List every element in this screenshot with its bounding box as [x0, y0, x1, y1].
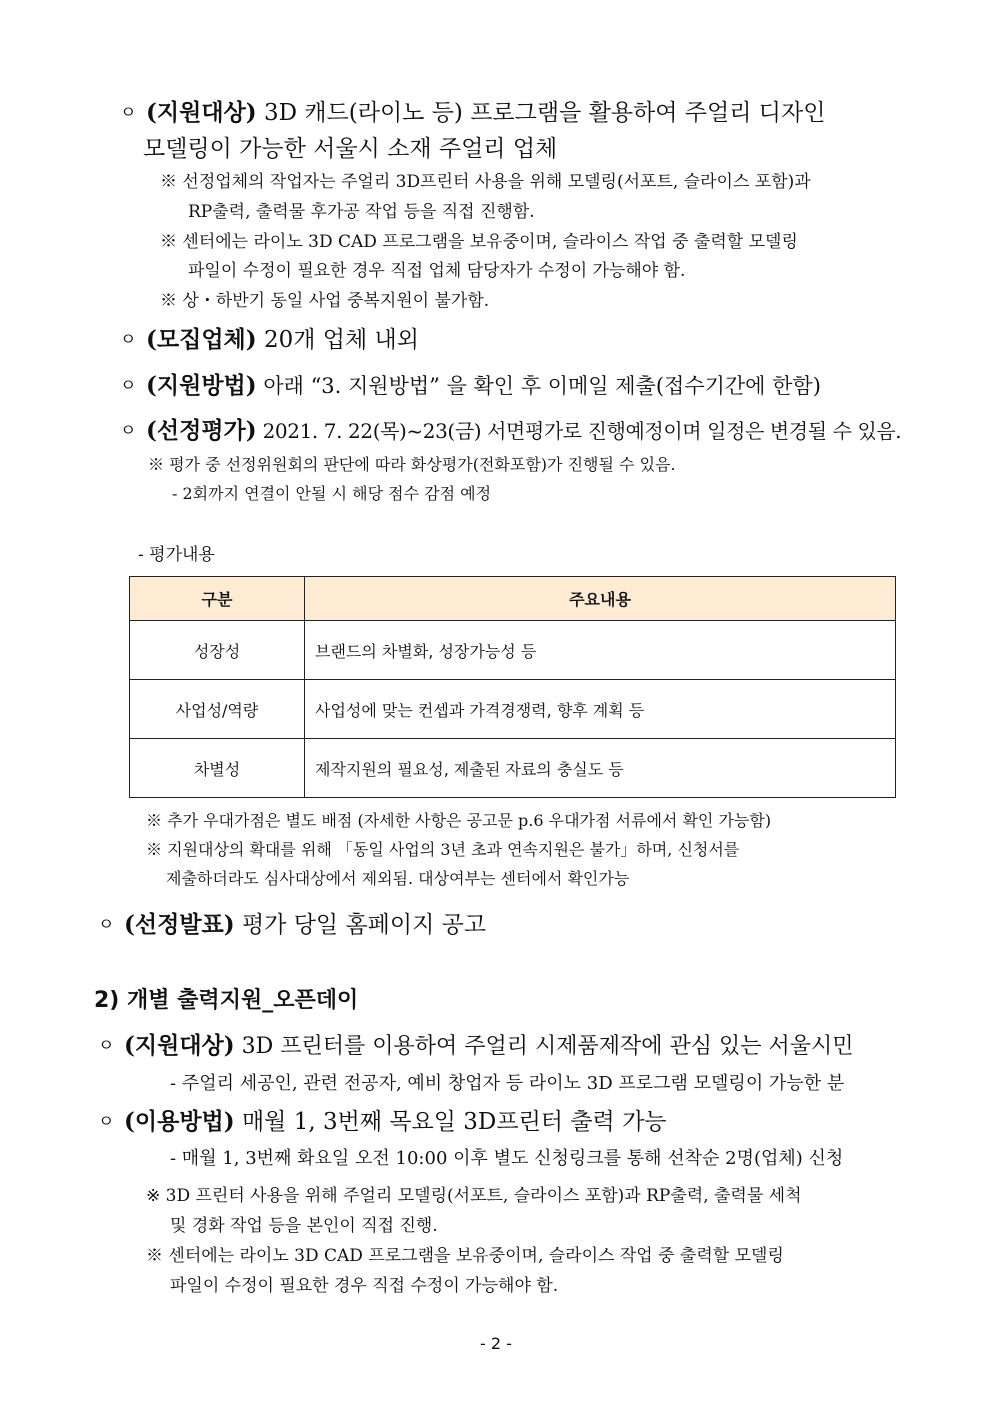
table-header-cell: 구분: [130, 577, 305, 621]
after-note: 제출하더라도 심사대상에서 제외됨. 대상여부는 센터에서 확인가능: [166, 869, 630, 888]
recruit-label: (모집업체): [146, 326, 257, 353]
select-line: [120, 412, 901, 445]
after-note: ※ 추가 우대가점은 별도 배점 (자세한 사항은 공고문 p.6 우대가점 서류에서 확인 가능함): [146, 811, 772, 830]
bullet: ㅇ: [120, 376, 137, 396]
announce-line: [98, 906, 486, 939]
select-label: (선정평가): [146, 417, 257, 444]
sec2-note: ※ 3D 프린터 사용을 위해 주얼리 모델링(서포트, 슬라이스 포함)과 RP출력, 출력물 세척: [146, 1186, 802, 1206]
table-cell: 차별성: [130, 739, 305, 798]
bullet: ㅇ: [120, 421, 137, 441]
method-label: (지원방법): [146, 372, 257, 399]
table-header-cell: 주요내용: [305, 577, 896, 621]
note-line: RP출력, 출력물 후가공 작업 등을 직접 진행함.: [188, 202, 535, 222]
use-text: 매월 1, 3번째 목요일 3D프린터 출력 가능: [234, 1109, 667, 1135]
recruit-text: 20개 업체 내외: [256, 327, 419, 353]
target-label: (지원대상): [146, 99, 257, 126]
evaluation-table: [129, 576, 896, 798]
method-line: [120, 367, 821, 400]
section-heading: 2) 개별 출력지원_오픈데이: [94, 988, 359, 1013]
bullet: ㅇ: [120, 330, 137, 350]
bullet: ㅇ: [98, 1036, 115, 1056]
bullet: ㅇ: [98, 1112, 115, 1132]
note-line: ※ 센터에는 라이노 3D CAD 프로그램을 보유중이며, 슬라이스 작업 중 출력할 모델링: [160, 232, 798, 252]
table-row: [130, 739, 896, 798]
note-line: ※ 선정업체의 작업자는 주얼리 3D프린터 사용을 위해 모델링(서포트, 슬라이스 포함)과: [160, 172, 811, 192]
table-row: [130, 621, 896, 680]
table-cell: 제작지원의 필요성, 제출된 자료의 충실도 등: [305, 739, 896, 798]
target2-line: [98, 1027, 854, 1060]
after-note: ※ 지원대상의 확대를 위해 「동일 사업의 3년 초과 연속지원은 불가」하며, 신청서를: [146, 840, 740, 859]
announce-label: (선정발표): [124, 911, 235, 938]
select-note: ※ 평가 중 선정위원회의 판단에 따라 화상평가(전화포함)가 진행될 수 있음.: [148, 455, 676, 474]
table-cell: 사업성에 맞는 컨셉과 가격경쟁력, 향후 계획 등: [305, 680, 896, 739]
target-line: [120, 94, 825, 127]
sec2-note: 및 경화 작업 등을 본인이 직접 진행.: [170, 1216, 438, 1236]
select-note: - 2회까지 연결이 안될 시 해당 점수 감점 예정: [172, 484, 492, 503]
table-header-row: [130, 577, 896, 621]
eval-title: - 평가내용: [138, 545, 215, 565]
recruit-line: [120, 321, 419, 354]
announce-text: 평가 당일 홈페이지 공고: [234, 912, 487, 938]
target2-sub: - 주얼리 세공인, 관련 전공자, 예비 창업자 등 라이노 3D 프로그램 모델링이 가능한 분: [170, 1073, 845, 1094]
sec2-note: ※ 센터에는 라이노 3D CAD 프로그램을 보유중이며, 슬라이스 작업 중 출력할 모델링: [146, 1246, 784, 1266]
bullet: ㅇ: [98, 915, 115, 935]
table-cell: 사업성/역량: [130, 680, 305, 739]
bullet: ㅇ: [120, 103, 137, 123]
target-text: 3D 캐드(라이노 등) 프로그램을 활용하여 주얼리 디자인: [256, 100, 826, 126]
page-number: - 2 -: [480, 1334, 512, 1353]
table-cell: 성장성: [130, 621, 305, 680]
table-cell: 브랜드의 차별화, 성장가능성 등: [305, 621, 896, 680]
target2-label: (지원대상): [124, 1032, 235, 1059]
sec2-note: 파일이 수정이 필요한 경우 직접 수정이 가능해야 함.: [170, 1276, 559, 1296]
target2-text: 3D 프린터를 이용하여 주얼리 시제품제작에 관심 있는 서울시민: [234, 1034, 854, 1059]
use-line: [98, 1103, 667, 1136]
use-label: (이용방법): [124, 1108, 235, 1135]
select-text: 2021. 7. 22(목)~23(금) 서면평가로 진행예정이며 일정은 변경될 수 있음.: [256, 419, 902, 443]
use-sub: - 매월 1, 3번째 화요일 오전 10:00 이후 별도 신청링크를 통해 선착순 2명(업체) 신청: [170, 1148, 844, 1169]
note-line: 파일이 수정이 필요한 경우 직접 업체 담당자가 수정이 가능해야 함.: [188, 261, 686, 281]
method-text: 아래 “3. 지원방법” 을 확인 후 이메일 제출(접수기간에 한함): [256, 374, 821, 398]
table-row: [130, 680, 896, 739]
target-text-cont: 모델링이 가능한 서울시 소재 주얼리 업체: [143, 136, 558, 162]
note-line: ※ 상・하반기 동일 사업 중복지원이 불가함.: [160, 291, 490, 311]
